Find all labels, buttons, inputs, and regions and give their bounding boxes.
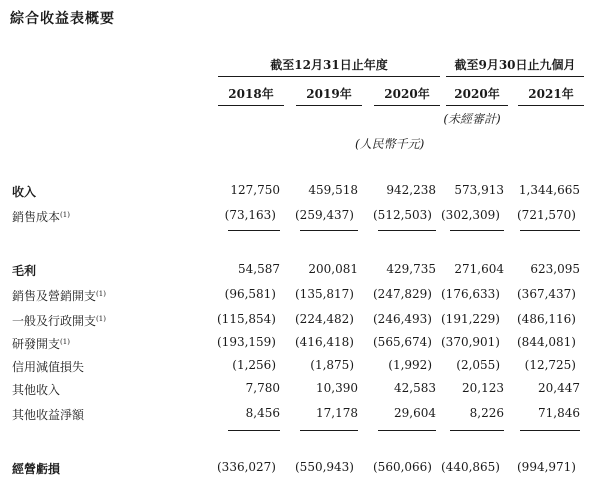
column-header-2019: 2019年 bbox=[296, 85, 362, 106]
table-row bbox=[0, 208, 616, 226]
subtotal-rule bbox=[520, 230, 580, 231]
cell-2018: (1,256) bbox=[232, 358, 276, 372]
table-row bbox=[0, 335, 616, 353]
cell-2019: (550,943) bbox=[295, 460, 354, 474]
subtotal-rule bbox=[300, 230, 358, 231]
row-label bbox=[12, 381, 60, 398]
row-label-text: 研發開支 bbox=[12, 337, 61, 351]
column-header-2020-nine-month: 2020年 bbox=[446, 85, 508, 106]
cell-2020-nine-month: 573,913 bbox=[454, 183, 504, 197]
cell-2019: (135,817) bbox=[295, 287, 354, 301]
cell-2018: (115,854) bbox=[217, 312, 276, 326]
cell-2019: (416,418) bbox=[295, 335, 354, 349]
cell-2018: 54,587 bbox=[238, 262, 280, 276]
cell-2020: 29,604 bbox=[394, 406, 436, 420]
row-label-text: 毛利 bbox=[12, 264, 37, 278]
subtotal-rule bbox=[520, 430, 580, 431]
cell-2021-nine-month: (994,971) bbox=[517, 460, 576, 474]
cell-2018: (336,027) bbox=[217, 460, 276, 474]
row-label bbox=[12, 208, 70, 225]
subtotal-rule bbox=[450, 230, 504, 231]
cell-2019: 459,518 bbox=[308, 183, 358, 197]
cell-2019: (224,482) bbox=[295, 312, 354, 326]
table-row bbox=[0, 460, 616, 478]
row-label-text: 信用減值損失 bbox=[12, 360, 85, 374]
row-label bbox=[12, 460, 60, 477]
row-label bbox=[12, 335, 70, 352]
cell-2021-nine-month: 71,846 bbox=[538, 406, 580, 420]
row-label-text: 其他收益淨額 bbox=[12, 408, 85, 422]
subtotal-rule bbox=[378, 230, 436, 231]
cell-2020-nine-month: (2,055) bbox=[456, 358, 500, 372]
footnote-marker: (1) bbox=[60, 211, 70, 219]
cell-2018: (73,163) bbox=[224, 208, 276, 222]
currency-unit-note: (人民幣千元) bbox=[355, 137, 425, 151]
row-label-text: 收入 bbox=[12, 185, 37, 199]
cell-2020-nine-month: (370,901) bbox=[441, 335, 500, 349]
cell-2021-nine-month: 20,447 bbox=[538, 381, 580, 395]
cell-2020: (1,992) bbox=[388, 358, 432, 372]
row-label bbox=[12, 183, 36, 200]
cell-2020: (247,829) bbox=[373, 287, 432, 301]
cell-2020: 429,735 bbox=[386, 262, 436, 276]
row-label bbox=[12, 287, 106, 304]
cell-2018: 127,750 bbox=[230, 183, 280, 197]
footnote-marker: (1) bbox=[96, 290, 106, 298]
subtotal-rule bbox=[228, 230, 280, 231]
cell-2020-nine-month: 20,123 bbox=[462, 381, 504, 395]
row-label-text: 一般及行政開支 bbox=[12, 314, 97, 328]
table-row bbox=[0, 381, 616, 399]
cell-2021-nine-month: 623,095 bbox=[530, 262, 580, 276]
cell-2021-nine-month: 1,344,665 bbox=[518, 183, 580, 197]
row-label-text: 經營虧損 bbox=[12, 462, 61, 476]
cell-2021-nine-month: (721,570) bbox=[517, 208, 576, 222]
cell-2020: (560,066) bbox=[373, 460, 432, 474]
cell-2021-nine-month: (486,116) bbox=[517, 312, 576, 326]
table-row bbox=[0, 312, 616, 330]
row-label bbox=[12, 262, 36, 279]
footnote-marker: (1) bbox=[60, 338, 70, 346]
table-row bbox=[0, 406, 616, 424]
unaudited-note: (未經審計) bbox=[443, 112, 501, 126]
column-header-2021-nine-month: 2021年 bbox=[518, 85, 584, 106]
row-label-text: 銷售成本 bbox=[12, 210, 61, 224]
table-row bbox=[0, 183, 616, 201]
cell-2020-nine-month: (191,229) bbox=[441, 312, 500, 326]
cell-2019: 200,081 bbox=[308, 262, 358, 276]
cell-2020: (565,674) bbox=[373, 335, 432, 349]
cell-2021-nine-month: (844,081) bbox=[517, 335, 576, 349]
cell-2021-nine-month: (367,437) bbox=[517, 287, 576, 301]
table-row bbox=[0, 262, 616, 280]
cell-2019: (1,875) bbox=[310, 358, 354, 372]
cell-2020-nine-month: 271,604 bbox=[454, 262, 504, 276]
cell-2019: 17,178 bbox=[316, 406, 358, 420]
cell-2021-nine-month: (12,725) bbox=[524, 358, 576, 372]
row-label bbox=[12, 312, 106, 329]
page-title: 綜合收益表概要 bbox=[10, 11, 115, 27]
header-nine-month-group: 截至9月30日止九個月 bbox=[446, 56, 584, 77]
cell-2020: (246,493) bbox=[373, 312, 432, 326]
cell-2018: (96,581) bbox=[224, 287, 276, 301]
table-row bbox=[0, 287, 616, 305]
cell-2020: 42,583 bbox=[394, 381, 436, 395]
cell-2020: 942,238 bbox=[386, 183, 436, 197]
row-label-text: 銷售及營銷開支 bbox=[12, 289, 97, 303]
cell-2018: 8,456 bbox=[245, 406, 280, 420]
row-label bbox=[12, 358, 84, 375]
table-row bbox=[0, 358, 616, 376]
cell-2018: 7,780 bbox=[245, 381, 280, 395]
cell-2019: (259,437) bbox=[295, 208, 354, 222]
subtotal-rule bbox=[450, 430, 504, 431]
row-label bbox=[12, 406, 84, 423]
column-header-2020: 2020年 bbox=[374, 85, 440, 106]
cell-2019: 10,390 bbox=[316, 381, 358, 395]
cell-2020-nine-month: (176,633) bbox=[441, 287, 500, 301]
subtotal-rule bbox=[300, 430, 358, 431]
row-label-text: 其他收入 bbox=[12, 383, 61, 397]
cell-2020-nine-month: (440,865) bbox=[441, 460, 500, 474]
cell-2020-nine-month: 8,226 bbox=[469, 406, 504, 420]
header-year-group: 截至12月31日止年度 bbox=[218, 56, 440, 77]
column-header-2018: 2018年 bbox=[218, 85, 284, 106]
cell-2018: (193,159) bbox=[217, 335, 276, 349]
cell-2020-nine-month: (302,309) bbox=[441, 208, 500, 222]
cell-2020: (512,503) bbox=[373, 208, 432, 222]
footnote-marker: (1) bbox=[96, 315, 106, 323]
subtotal-rule bbox=[228, 430, 280, 431]
subtotal-rule bbox=[378, 430, 436, 431]
